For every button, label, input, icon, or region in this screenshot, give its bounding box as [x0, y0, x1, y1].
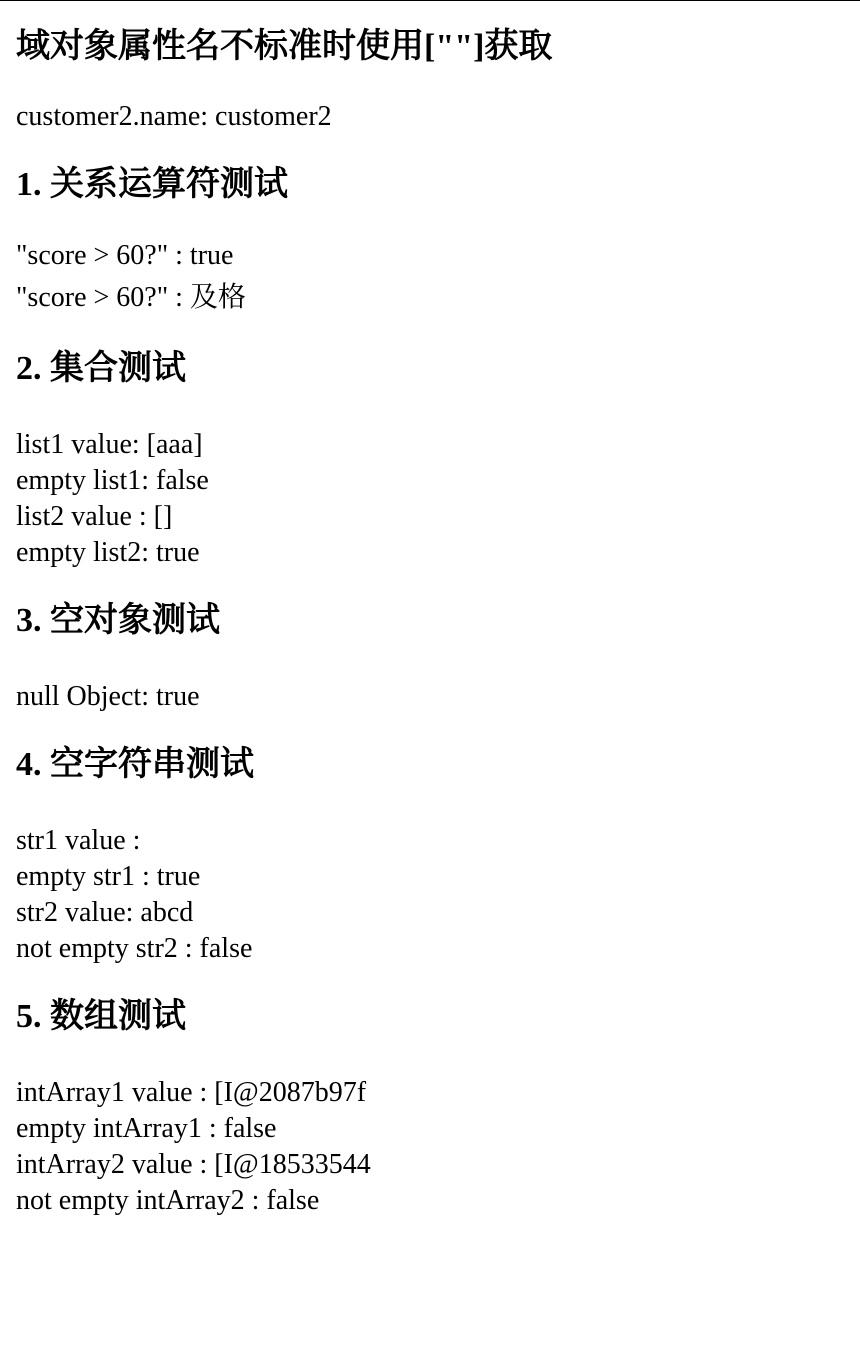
result-line: not empty intArray2 : false: [16, 1185, 320, 1216]
section-empty-string-lines: [16, 823, 844, 967]
section-collections-lines: [16, 427, 844, 571]
result-line: empty list1: false: [16, 465, 209, 496]
result-line: empty list2: true: [16, 537, 200, 568]
result-line: list2 value : []: [16, 501, 173, 532]
result-line: null Object: true: [16, 681, 200, 712]
section-heading-arrays: 5. 数组测试: [16, 998, 186, 1035]
result-line: "score > 60?" : 及格: [16, 282, 246, 313]
section-arrays-lines: [16, 1075, 844, 1219]
section-heading-collections: 2. 集合测试: [16, 350, 186, 387]
result-line: empty intArray1 : false: [16, 1113, 277, 1144]
result-line: str1 value :: [16, 825, 148, 856]
result-line: "score > 60?" : true: [16, 240, 234, 271]
section-null-object-lines: [16, 679, 844, 715]
section-relational-operators-lines: [16, 235, 844, 319]
page-content: [0, 1, 860, 1219]
section-heading-empty-string: 4. 空字符串测试: [16, 746, 254, 783]
result-line: intArray1 value : [I@2087b97f: [16, 1077, 367, 1108]
result-line: empty str1 : true: [16, 861, 201, 892]
section-heading-relational-operators: 1. 关系运算符测试: [16, 166, 288, 203]
page-title: 域对象属性名不标准时使用[""]获取: [16, 28, 553, 65]
section-heading-null-object: 3. 空对象测试: [16, 602, 220, 639]
result-line: intArray2 value : [I@18533544: [16, 1149, 371, 1180]
result-line: not empty str2 : false: [16, 933, 253, 964]
customer-name-line: customer2.name: customer2: [16, 101, 332, 132]
result-line: str2 value: abcd: [16, 897, 194, 928]
result-line: list1 value: [aaa]: [16, 429, 203, 460]
